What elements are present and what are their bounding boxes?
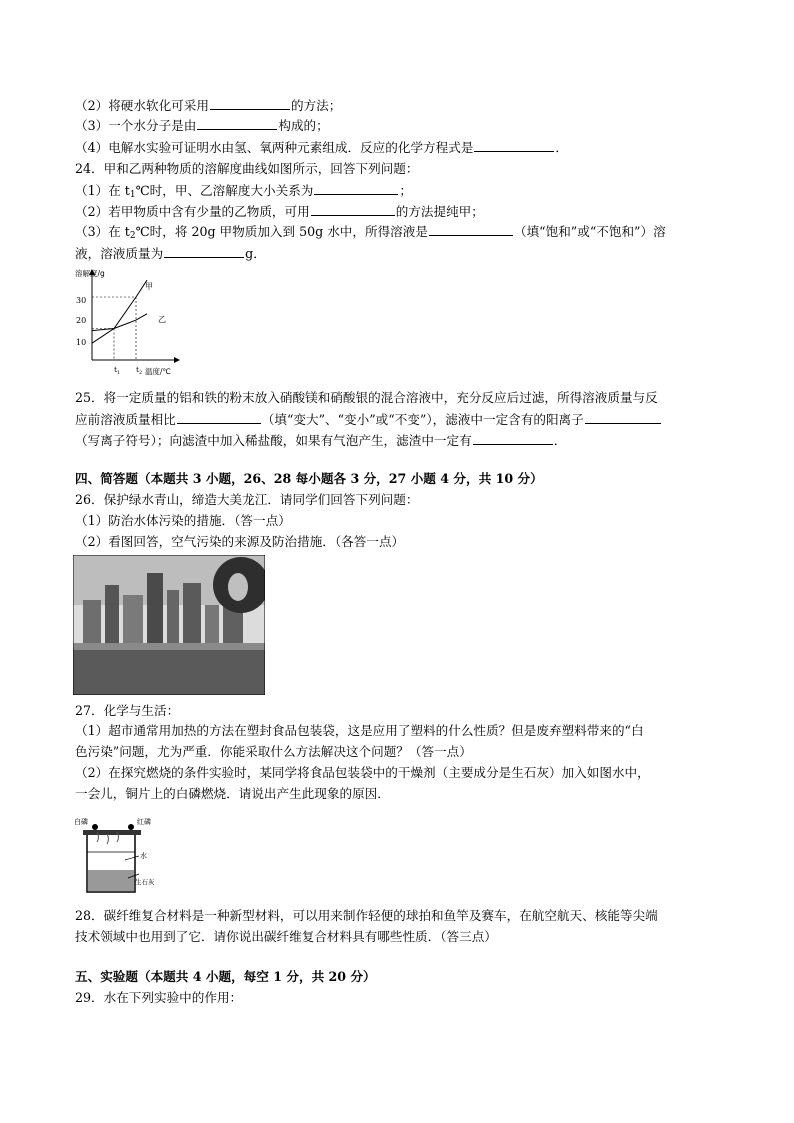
answer-blank[interactable] xyxy=(585,410,661,424)
label-red-phosphorus: 红磷 xyxy=(137,818,151,826)
q23-3: （3）一个水分子是由 构成的； xyxy=(75,118,329,133)
answer-blank[interactable] xyxy=(473,431,553,445)
q29-stem: 29．水在下列实验中的作用： xyxy=(75,990,243,1005)
q25-1: 25．将一定质量的铝和铁的粉末放入硝酸镁和硝酸银的混合溶液中，充分反应后过滤，所得溶液质量与反 xyxy=(75,390,658,405)
answer-blank[interactable] xyxy=(474,138,554,152)
q24-stem: 24．甲和乙两种物质的溶解度曲线如图所示，回答下列问题： xyxy=(75,161,419,176)
answer-blank[interactable] xyxy=(164,244,244,258)
q27-2a: （2）在探究燃烧的条件实验时，某同学将食品包装袋中的干燥剂（主要成分是生石灰）加入如图水中， xyxy=(75,765,650,780)
answer-blank[interactable] xyxy=(210,96,290,110)
series-label-jia: 甲 xyxy=(145,282,153,291)
section-5-heading: 五、实验题（本题共 4 小题，每空 1 分，共 20 分） xyxy=(75,969,376,984)
label-water: 水 xyxy=(140,852,147,860)
q27-1b: 色污染”问题，尤为严重．你能采取什么方法解决这个问题？（答一点） xyxy=(75,744,472,759)
x-tick-t1: $t_1$ xyxy=(114,365,121,376)
q23-2: （2）将硬水软化可采用 的方法； xyxy=(75,98,342,113)
white-phosphorus xyxy=(92,824,98,830)
q26-2: （2）看图回答，空气污染的来源及防治措施．（各答一点） xyxy=(75,534,405,549)
q28a: 28．碳纤维复合材料是一种新型材料，可以用来制作轻便的球拍和鱼竿及赛车，在航空航天、核能等尖端 xyxy=(75,908,658,923)
y-tick-20: 20 xyxy=(76,316,87,325)
q27-stem: 27．化学与生活： xyxy=(75,703,180,718)
series-yi-curve xyxy=(92,314,147,331)
answer-blank[interactable] xyxy=(177,410,261,424)
q24-4: 液，溶液质量为 g． xyxy=(75,246,266,261)
answer-blank[interactable] xyxy=(314,181,398,195)
q25-3: （写离子符号）；向滤渣中加入稀盐酸，如果有气泡产生，滤渣中一定有 ． xyxy=(75,433,567,448)
beaker-diagram xyxy=(73,812,163,902)
q28b: 技术领域中也用到了它．请你说出碳纤维复合材料具有哪些性质．（答三点） xyxy=(75,929,497,944)
answer-blank[interactable] xyxy=(311,202,395,216)
q26-stem: 26．保护绿水青山，缔造大美龙江．请同学们回答下列问题： xyxy=(75,492,419,507)
red-phosphorus xyxy=(128,824,134,830)
series-label-yi: 乙 xyxy=(158,315,166,324)
y-tick-10: 10 xyxy=(76,338,87,347)
q24-3: （3）在 $t_2℃$时，将 20g 甲物质加入到 50g 水中，所得溶液是 （填“饱和”或“不饱和”）溶 xyxy=(75,224,666,241)
label-quicklime: 生石灰 xyxy=(135,878,155,886)
answer-blank[interactable] xyxy=(429,222,513,236)
q27-1a: （1）超市通常用加热的方法在塑封食品包装袋，这是应用了塑料的什么性质？但是废弃塑料带来的“白 xyxy=(75,723,644,738)
solubility-chart xyxy=(72,265,182,380)
copper-plate xyxy=(83,830,141,835)
y-axis-label: 溶解度/g xyxy=(75,269,105,278)
q25-2: 应前溶液质量相比 （填“变大”、“变小”或“不变”），滤液中一定含有的阳离子 xyxy=(75,410,662,429)
q23-4: （4）电解水实验可证明水由氢、氧两种元素组成．反应的化学方程式是 ． xyxy=(75,140,569,155)
x-tick-t2: $t_2$ xyxy=(136,365,143,376)
quicklime xyxy=(88,870,134,891)
q24-2: （2）若甲物质中含有少量的乙物质，可用 的方法提纯甲； xyxy=(75,204,484,219)
section-4-heading: 四、简答题（本题共 3 小题，26、28 每小题各 3 分，27 小题 4 分，共 10 分） xyxy=(75,471,543,486)
q26-1: （1）防治水体污染的措施．（答一点） xyxy=(75,513,291,528)
q27-2b: 一会儿，铜片上的白磷燃烧．请说出产生此现象的原因． xyxy=(75,786,390,801)
x-axis-label: 温度/℃ xyxy=(145,367,171,376)
y-tick-30: 30 xyxy=(76,296,87,305)
label-white-phosphorus: 白磷 xyxy=(74,818,88,826)
city-pollution-photo xyxy=(73,555,265,695)
answer-blank[interactable] xyxy=(197,116,277,130)
x-axis-arrow xyxy=(174,357,180,363)
series-jia-curve xyxy=(92,280,147,343)
q24-1: （1）在 $t_1℃$时，甲、乙溶解度大小关系为 ； xyxy=(75,183,412,200)
